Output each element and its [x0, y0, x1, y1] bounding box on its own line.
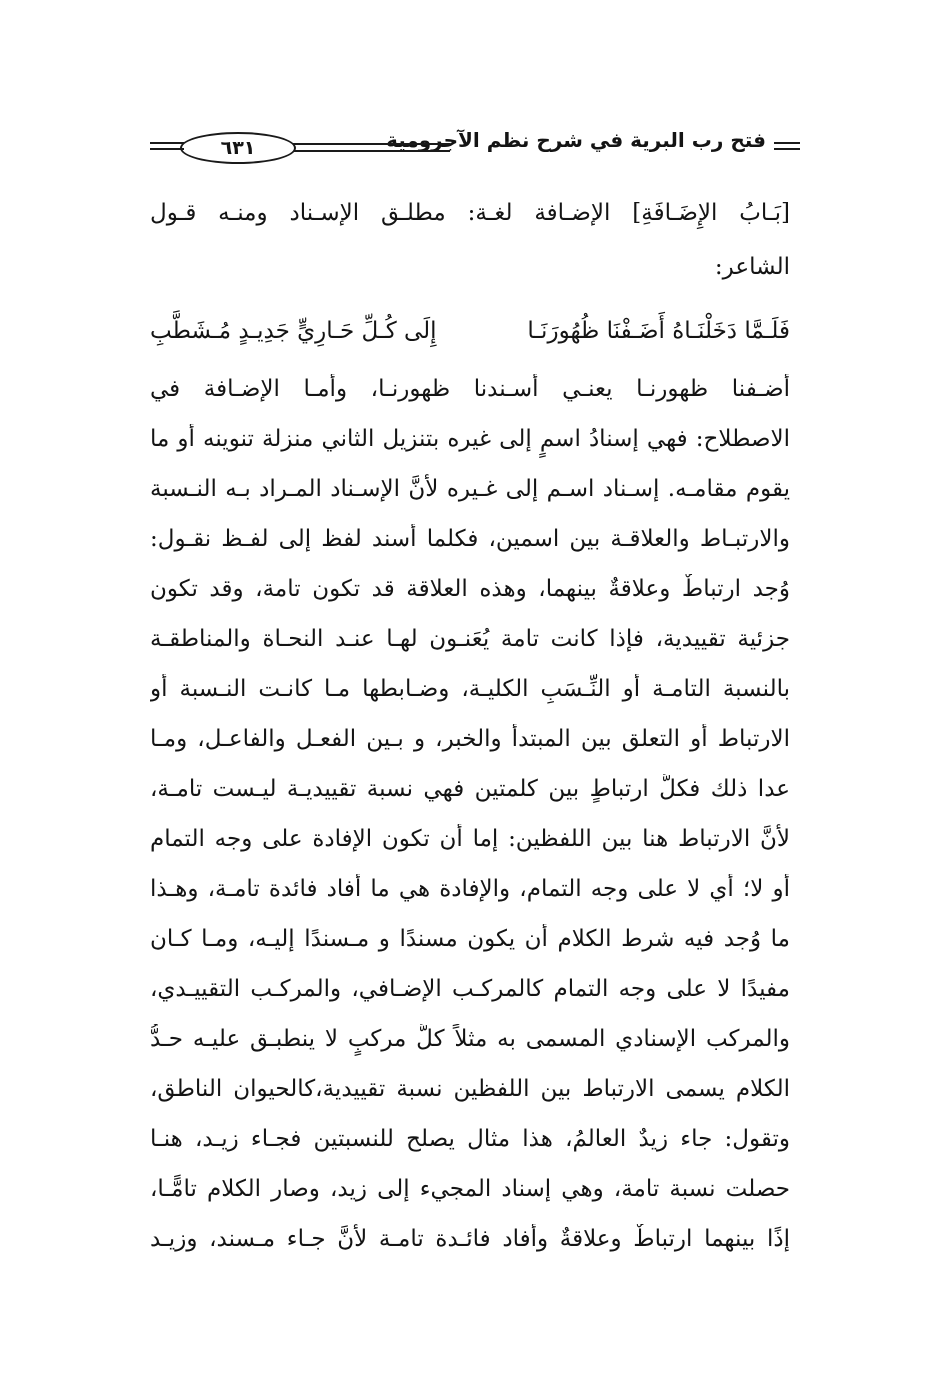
header-rule-left	[150, 142, 184, 150]
text-line: يقوم مقامـه. إسـناد اسـم إلى غـيره لأنَّ الإسـناد المـراد بـه النـسبة	[150, 476, 790, 502]
text-line: الارتباط أو التعلق بين المبتدأ والخبر، و بـين الفعـل والفاعـل، ومـا	[150, 726, 790, 752]
book-title: فتح رب البرية في شرح نظم الآجرومية	[386, 128, 766, 152]
text-line: جزئية تقييدية، فإذا كانت تامة يُعَنـون لهـا عنـد النحـاة والمناطقـة	[150, 626, 790, 652]
text-line: الكلام يسمى الارتباط بين اللفظين نسبة تقييدية،كالحيوان الناطق،	[150, 1076, 790, 1102]
text-line: ما وُجد فيه شرط الكلام أن يكون مسندًا و مـسندًا إليـه، ومـا كـان	[150, 926, 790, 952]
text-line: وُجد ارتباطٌ وعلاقةٌ بينهما، وهذه العلاقة قد تكون تامة، وقد تكون	[150, 576, 790, 602]
text-line: الاصطلاح: فهي إسنادُ اسمٍ إلى غيره بتنزيل الثاني منزلة تنوينه أو ما	[150, 426, 790, 452]
text-line: لأنَّ الارتباط هنا بين اللفظين: إما أن تكون الإفادة على وجه التمام	[150, 826, 790, 852]
poetry-verse	[150, 316, 790, 352]
text-line: والمركب الإسنادي المسمى به مثلاً كلُّ مركبٍ لا ينطبـق عليـه حـدُّ	[150, 1026, 790, 1052]
text-line: والارتبـاط والعلاقـة بين اسمين، فكلما أُسند لفظ إلى لفـظ نقـول:	[150, 526, 790, 552]
section-heading-line: [بَـابُ الإِضَـافَةِ] الإضـافة لغـة: مطلـق الإسـناد ومنـه قـول	[150, 200, 790, 226]
verse-first-hemistich: فَلَـمَّا دَخَلْنَـاهُ أَضَـفْنَا ظُهُورَنَـا	[527, 318, 790, 344]
page-number: ٦٣١	[180, 132, 296, 164]
text-line: مفيدًا لا على وجه التمام كالمركـب الإضـافي، والمركـب التقييـدي،	[150, 976, 790, 1002]
text-line: حصلت نسبة تامة، وهي إسناد المجيء إلى زيد، وصار الكلام تامًّـا،	[150, 1176, 790, 1202]
text-line: أضـفنا ظهورنـا يعنـي أسـندنا ظهورنـا، وأمـا الإضـافة في	[150, 376, 790, 402]
text-line: عدا ذلك فكلُّ ارتباطٍ بين كلمتين فهي نسبة تقييديـة ليـست تامـة،	[150, 776, 790, 802]
text-line: وتقول: جاء زيدٌ العالمُ، هذا مثال يصلح للنسبتين فجـاء زيـد، هنـا	[150, 1126, 790, 1152]
header-rule-middle	[290, 143, 450, 152]
text-line: الشاعر:	[714, 254, 790, 280]
verse-second-hemistich: إِلَى كُـلِّ حَـارِيٍّ جَدِيـدٍ مُـشَطَّبِ	[150, 318, 437, 344]
text-line: إذًا بينهما ارتباطٌ وعلاقةٌ وأفاد فائـدة تامـة لأنَّ جـاء مـسند، وزيـد	[150, 1226, 790, 1252]
text-line: أو لا؛ أي لا على وجه التمام، والإفادة هي ما أفاد فائدة تامـة، وهـذا	[150, 876, 790, 902]
header-rule-right	[774, 142, 800, 150]
text-line: بالنسبة التامـة أو النِّـسَبِ الكليـة، وضـابطها مـا كانـت النـسبة أو	[150, 676, 790, 702]
running-header	[150, 122, 800, 166]
